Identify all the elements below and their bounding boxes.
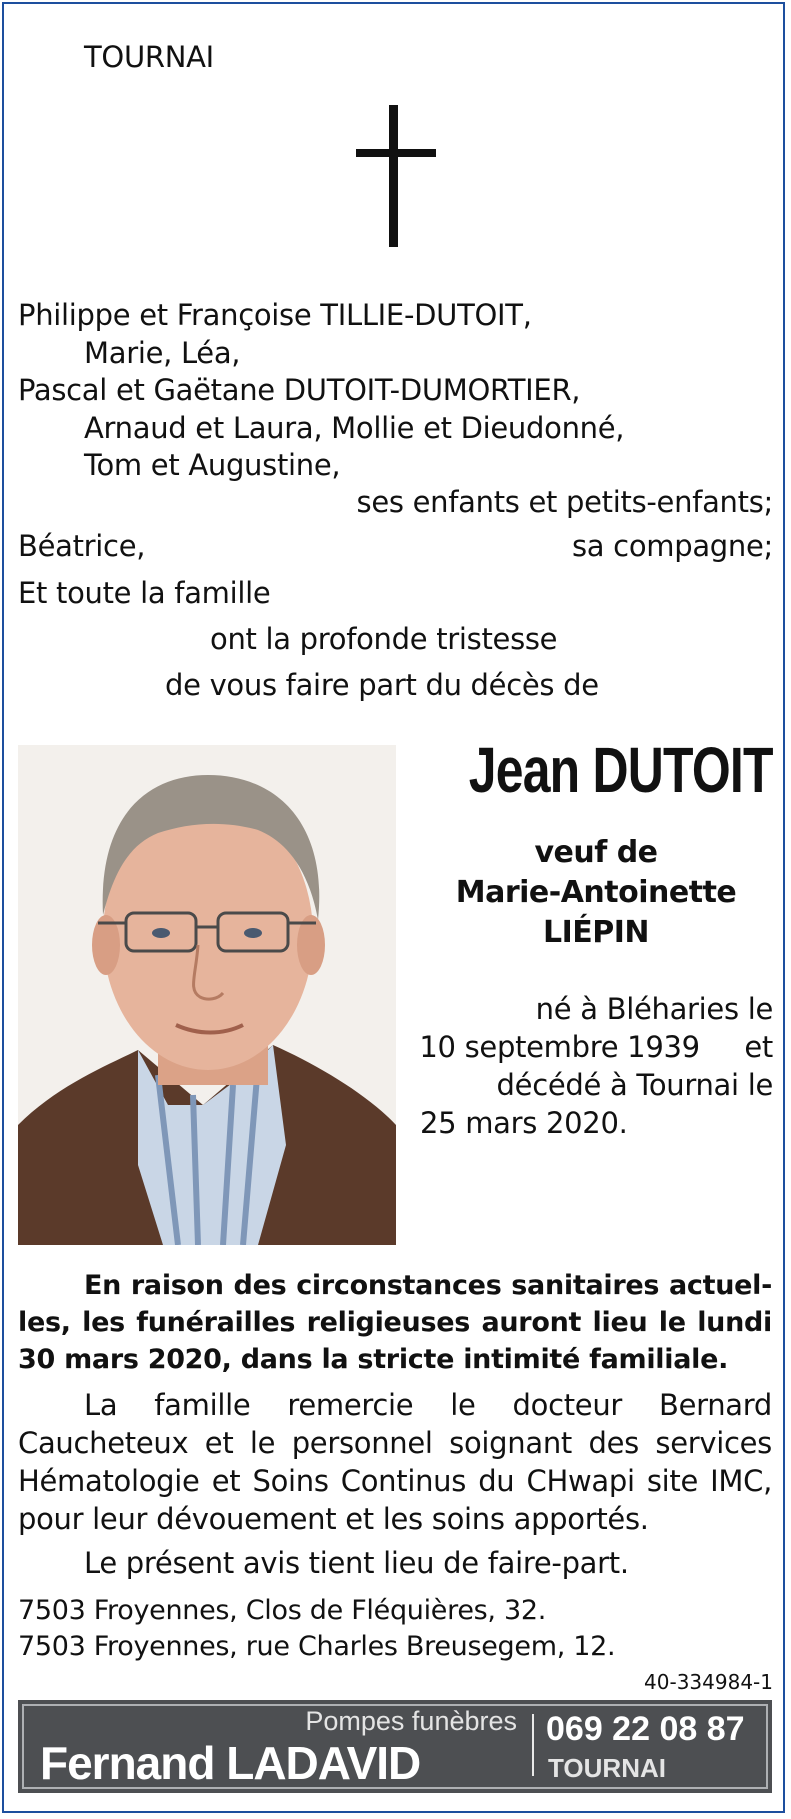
address-line: 7503 Froyennes, rue Charles Breusegem, 12.: [18, 1631, 616, 1662]
widow-line: LIÉPIN: [542, 915, 650, 950]
thanks-line: La famille remercie le docteur Bernard: [84, 1388, 772, 1422]
family-line: Marie, Léa,: [84, 336, 241, 370]
deceased-name: Jean DUTOIT: [469, 734, 773, 806]
widow-line: Marie-Antoinette: [455, 875, 737, 910]
banner-divider: [532, 1714, 534, 1776]
notice-bold-line: En raison des circonstances sanitaires actuel-: [84, 1270, 772, 1301]
notice-bold-line: les, les funérailles religieuses auront lieu le lundi: [18, 1307, 772, 1338]
banner-label: Pompes funèbres: [305, 1706, 517, 1736]
thanks-line: Hématologie et Soins Continus du CHwapi site IMC,: [18, 1464, 772, 1498]
header-city: TOURNAI: [84, 40, 214, 74]
birth-line: 10 septembre 1939 et: [419, 1030, 773, 1064]
thanks-line: pour leur dévouement et les soins apportés.: [18, 1502, 649, 1536]
family-line: Pascal et Gaëtane DUTOIT-DUMORTIER,: [18, 373, 581, 407]
banner-phone: 069 22 08 87: [546, 1710, 745, 1748]
funeral-home-banner: [18, 1700, 772, 1793]
family-line: Tom et Augustine,: [84, 448, 341, 482]
family-line: sa compagne;: [571, 529, 773, 563]
birth-line: décédé à Tournai le: [496, 1068, 773, 1102]
thanks-line: Caucheteux et le personnel soignant des services: [18, 1426, 772, 1460]
notice-bold-line: 30 mars 2020, dans la stricte intimité familiale.: [18, 1344, 729, 1375]
family-line: ses enfants et petits-enfants;: [356, 485, 773, 519]
banner-city: TOURNAI: [548, 1753, 666, 1783]
family-line: de vous faire part du décès de: [165, 668, 599, 702]
family-line: Philippe et Françoise TILLIE-DUTOIT,: [18, 298, 532, 332]
family-line: ont la profonde tristesse: [210, 622, 558, 656]
address-line: 7503 Froyennes, Clos de Fléquières, 32.: [18, 1595, 546, 1626]
birth-line: né à Bléharies le: [535, 992, 773, 1026]
family-line: Béatrice,: [18, 529, 146, 563]
family-line: Et toute la famille: [18, 576, 271, 610]
reference-number: 40-334984-1: [644, 1670, 773, 1694]
banner-company: Fernand LADAVID: [40, 1737, 421, 1789]
family-line: Arnaud et Laura, Mollie et Dieudonné,: [84, 411, 625, 445]
avis-line: Le présent avis tient lieu de faire-part.: [84, 1546, 629, 1580]
cross-icon: [356, 105, 436, 247]
widow-line: veuf de: [534, 835, 658, 870]
deceased-photo: [18, 745, 396, 1245]
birth-line: 25 mars 2020.: [420, 1106, 628, 1140]
